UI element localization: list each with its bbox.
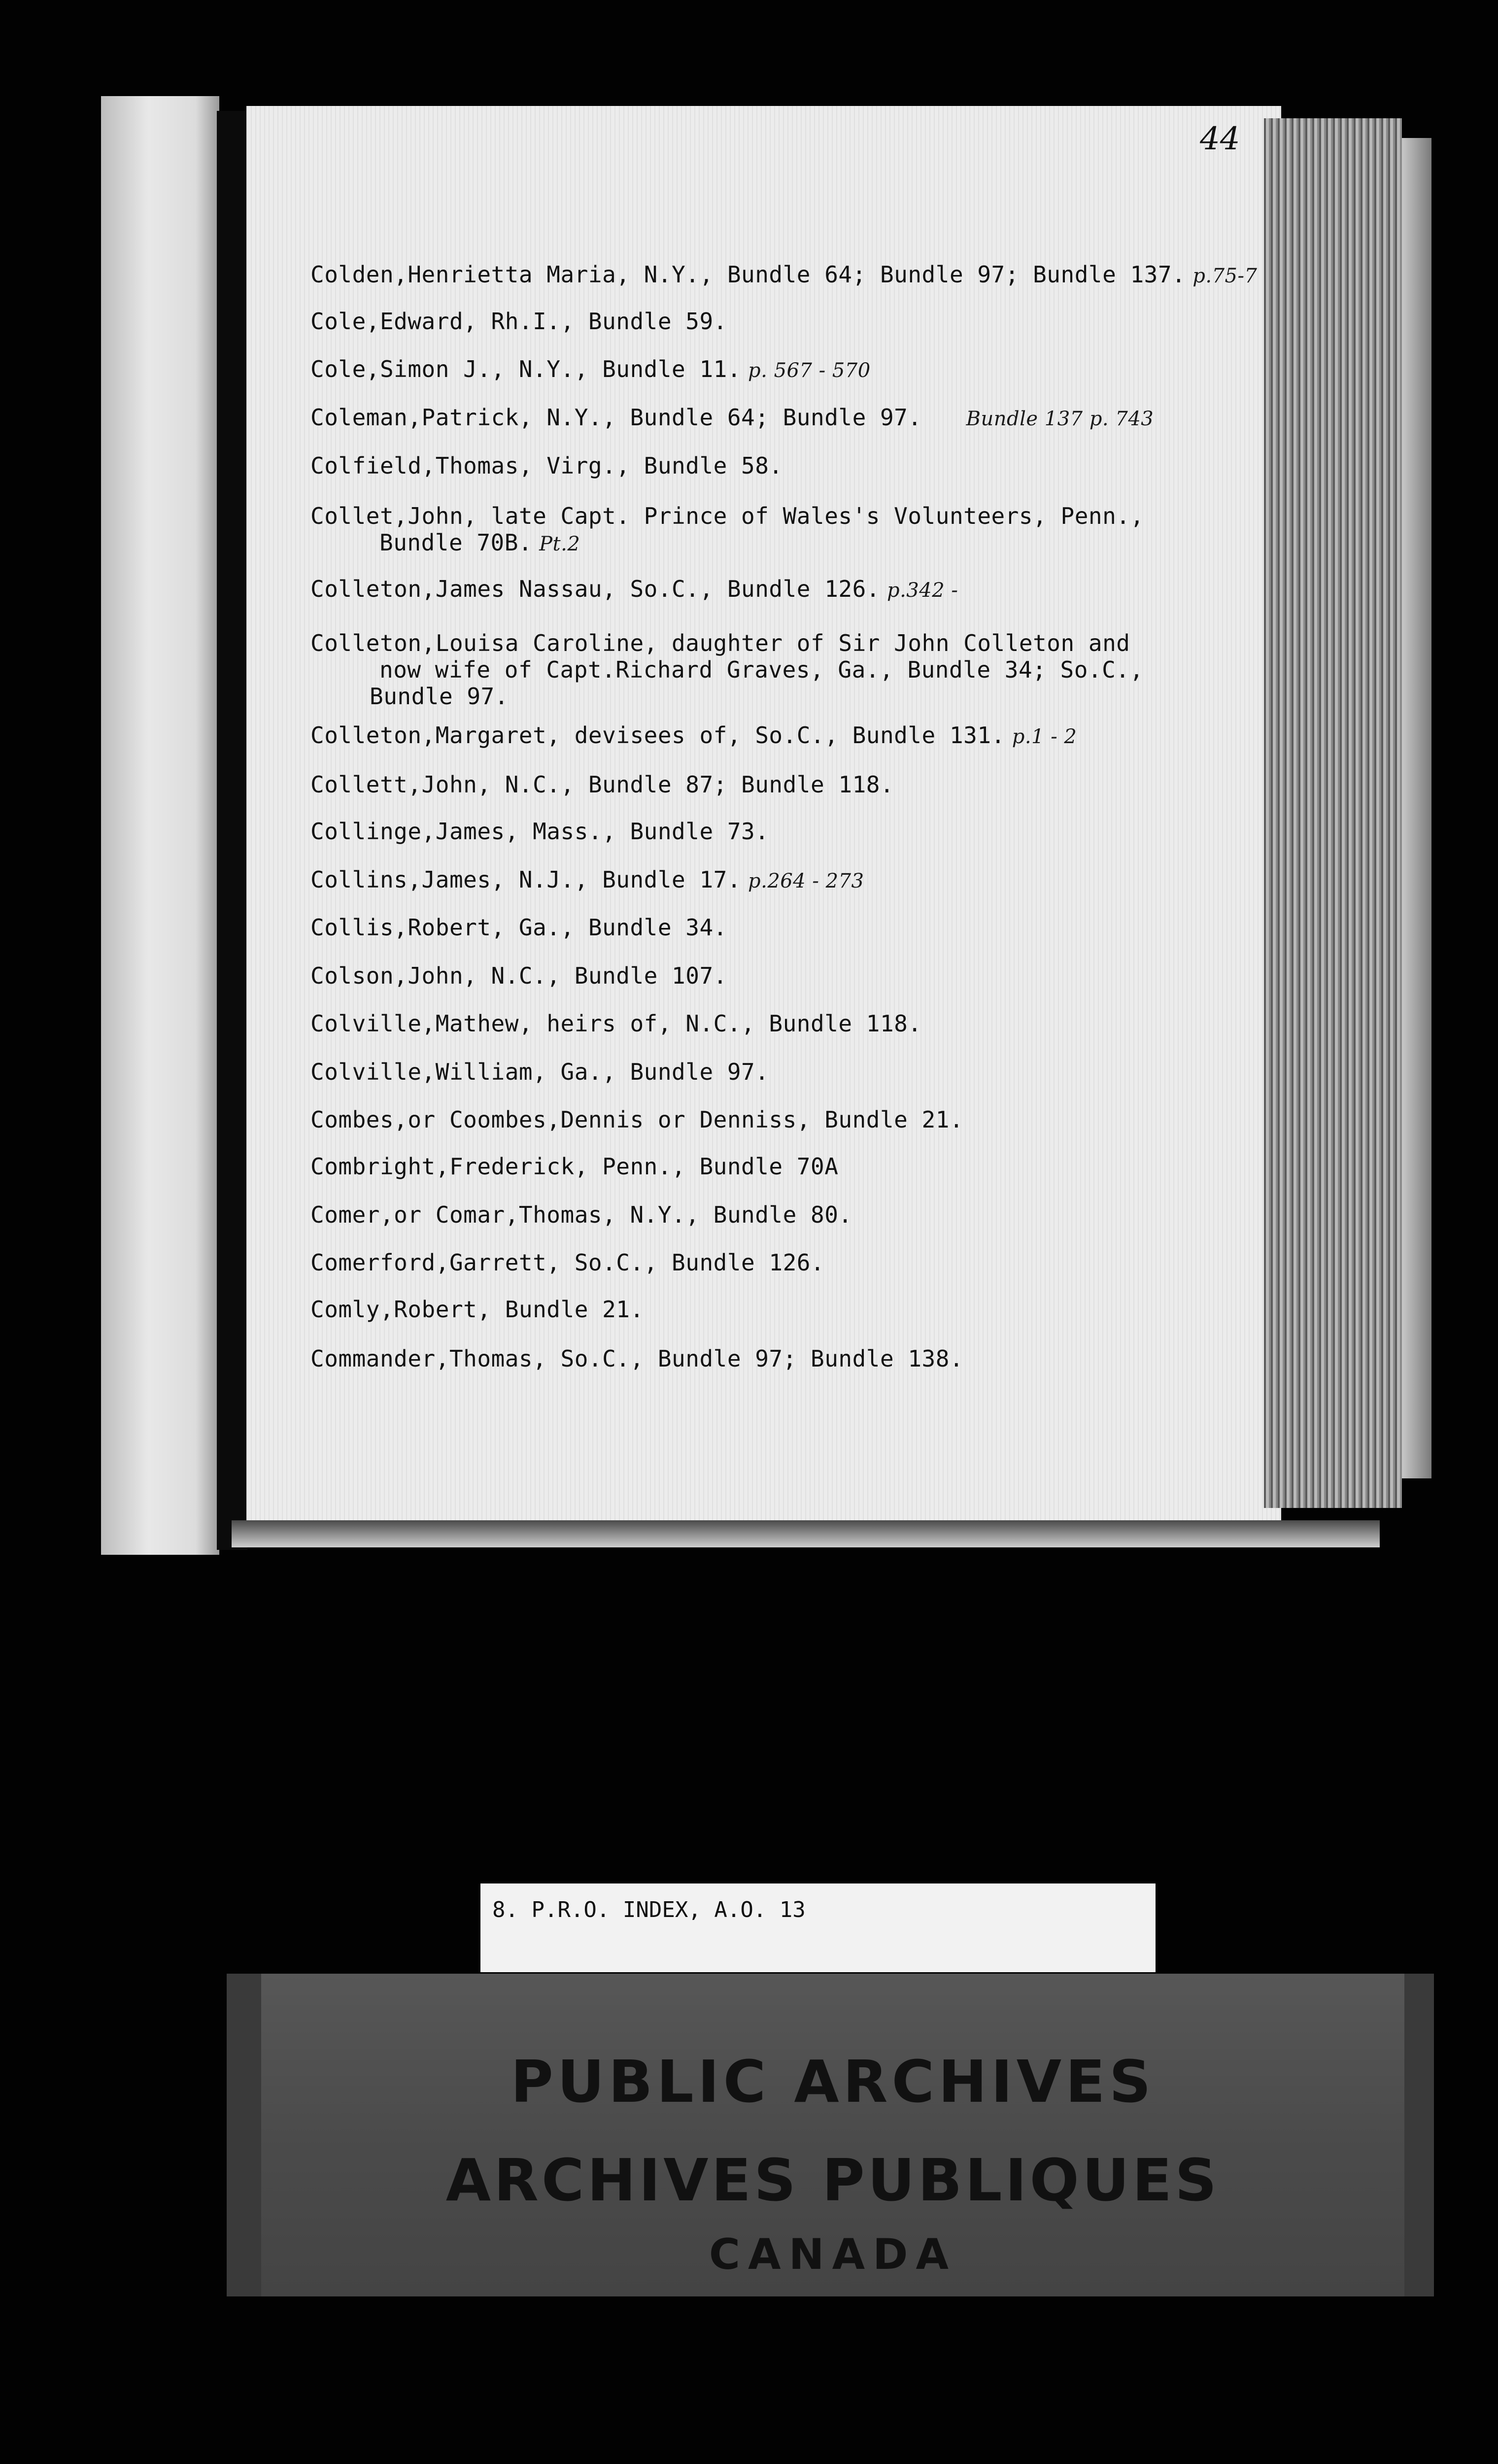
index-entry: Collins,James, N.J., Bundle 17. p.264 - 273 [310, 866, 864, 893]
stamp-line-3: CANADA [709, 2230, 957, 2279]
handwritten-note: Bundle 137 p. 743 [966, 408, 1154, 430]
handwritten-note: p.264 - 273 [748, 870, 864, 892]
index-entry: Collis,Robert, Ga., Bundle 34. [310, 914, 727, 941]
reel-label: 8. P.R.O. INDEX, A.O. 13 [480, 1883, 1156, 1972]
index-entry: Colson,John, N.C., Bundle 107. [310, 962, 727, 989]
handwritten-note: p. 567 - 570 [748, 359, 871, 382]
left-page-edge [101, 96, 219, 1555]
handwritten-note: p.342 - [886, 579, 958, 602]
stamp-line-1: PUBLIC ARCHIVES [511, 2048, 1155, 2116]
handwritten-note: p.75-7 [1192, 265, 1258, 287]
handwritten-note: p.1 - 2 [1012, 725, 1077, 748]
index-entry: Collinge,James, Mass., Bundle 73. [310, 818, 769, 845]
right-page-shadow [1402, 138, 1431, 1478]
index-entry: Collett,John, N.C., Bundle 87; Bundle 118. [310, 771, 894, 798]
index-entry: Colleton,Margaret, devisees of, So.C., Bundle 131. p.1 - 2 [310, 722, 1077, 749]
index-entry: Coleman,Patrick, N.Y., Bundle 64; Bundle 97. Bundle 137 p. 743 [310, 404, 1154, 431]
index-entry: Colleton,Louisa Caroline, daughter of Sir John Colleton and now wife of Capt.Richard Graves, Ga., Bundle 34; So.C., Bundle 97. [310, 630, 1144, 710]
index-entry: Commander,Thomas, So.C., Bundle 97; Bundle 138. [310, 1345, 964, 1372]
index-entry: Combes,or Coombes,Dennis or Denniss, Bundle 21. [310, 1106, 964, 1133]
index-entry: Combright,Frederick, Penn., Bundle 70A [310, 1153, 839, 1180]
index-entry: Comerford,Garrett, So.C., Bundle 126. [310, 1249, 825, 1276]
index-entry: Colfield,Thomas, Virg., Bundle 58. [310, 452, 783, 479]
page-number: 44 [1200, 121, 1240, 157]
right-page-stack [1264, 118, 1402, 1508]
index-entry: Collet,John, late Capt. Prince of Wales's Volunteers, Penn., Bundle 70B. Pt.2 [310, 503, 1144, 556]
index-entry: Colville,Mathew, heirs of, N.C., Bundle 118. [310, 1010, 922, 1037]
handwritten-note: Pt.2 [539, 533, 580, 555]
index-entry: Cole,Simon J., N.Y., Bundle 11. p. 567 - 570 [310, 356, 871, 382]
index-entry: Comly,Robert, Bundle 21. [310, 1296, 644, 1323]
index-entry: Colleton,James Nassau, So.C., Bundle 126. p.342 - [310, 576, 958, 602]
index-entry: Cole,Edward, Rh.I., Bundle 59. [310, 308, 727, 335]
archives-stamp [227, 1974, 1434, 2296]
book-binding [217, 111, 247, 1550]
stamp-line-2: ARCHIVES PUBLIQUES [445, 2146, 1220, 2214]
page-bottom-edge [232, 1520, 1380, 1547]
index-entry: Colville,William, Ga., Bundle 97. [310, 1059, 769, 1085]
index-entry: Colden,Henrietta Maria, N.Y., Bundle 64; Bundle 97; Bundle 137. p.75-7 [310, 261, 1258, 288]
index-entry: Comer,or Comar,Thomas, N.Y., Bundle 80. [310, 1201, 852, 1228]
